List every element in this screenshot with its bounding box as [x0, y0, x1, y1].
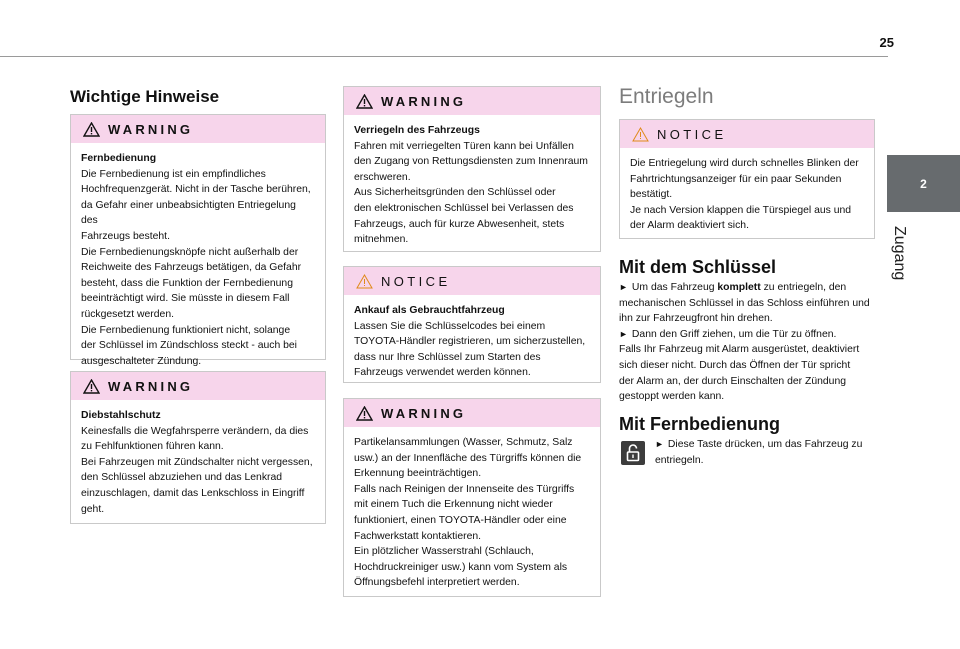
- step-text: Dann den Griff ziehen, um die Tür zu öffnen.: [631, 328, 837, 340]
- warning-label: WARNING: [108, 121, 194, 137]
- body-line: mitnehmen.: [354, 234, 409, 246]
- body-line: Fahrzeugs besteht.: [81, 230, 170, 242]
- warning-header: [71, 372, 325, 400]
- body-line: Fahrzeugs, auch für kurze Abwesenheit, stets: [354, 218, 565, 230]
- warning-box-tuergriff: [343, 398, 601, 597]
- body-line: Reichweite des Fahrzeugs betätigen, da Gefahr: [81, 262, 302, 274]
- body-line: den Schlüssel abzuziehen und das Lenkrad: [81, 472, 283, 484]
- step-emphasis: komplett: [717, 282, 761, 293]
- warning-label: WARNING: [381, 93, 467, 109]
- body-line: ihn zur Fahrzeugfront hin drehen.: [619, 313, 773, 325]
- notice-body: [344, 295, 600, 389]
- notice-title: Ankauf als Gebrauchtfahrzeug: [354, 305, 505, 316]
- warning-title: Fernbedienung: [81, 153, 157, 164]
- body-line: Fahren mit verriegelten Türen kann bei Unfällen: [354, 140, 574, 152]
- notice-icon: [632, 127, 649, 142]
- notice-body: [620, 148, 874, 242]
- header-rule: [0, 56, 888, 57]
- body-line: Hochfrequenzgerät. Nicht in der Tasche berühren,: [81, 184, 311, 196]
- notice-header: [620, 120, 874, 148]
- step-line: [655, 437, 880, 453]
- body-line: beeinträchtigt wird. Sie müsste in diesem Fall: [81, 293, 290, 305]
- warning-title: Verriegeln des Fahrzeugs: [354, 125, 480, 136]
- chapter-tab-number: 2: [920, 176, 927, 191]
- body-line: Lassen Sie die Schlüsselcodes bei einem: [354, 320, 546, 332]
- warning-body: [71, 143, 325, 377]
- body-line: entriegeln.: [655, 454, 704, 466]
- body-line: Fahrzeugs verwendet werden können.: [354, 367, 531, 379]
- body-line: Die Fernbedienung ist ein empfindliches: [81, 168, 266, 180]
- unlock-key-icon: [621, 441, 645, 465]
- warning-icon: [356, 406, 373, 421]
- arrow-right-icon: ►: [619, 282, 628, 292]
- warning-box-verriegeln: [343, 86, 601, 252]
- section-heading-mit-dem-schluessel: Mit dem Schlüssel: [619, 257, 777, 277]
- body-line: Die Fernbedienungsknöpfe nicht außerhalb der: [81, 246, 299, 258]
- body-line: Öffnungsbefehl interpretiert werden.: [354, 577, 520, 589]
- step-text: zu entriegeln, den: [760, 282, 847, 293]
- warning-icon: [83, 379, 100, 394]
- notice-label: NOTICE: [381, 273, 451, 289]
- body-line: Ein plötzlicher Wasserstrahl (Schlauch,: [354, 546, 534, 558]
- body-line: ausgeschalteter Zündung.: [81, 355, 202, 367]
- warning-icon: [83, 122, 100, 137]
- notice-icon: [356, 274, 373, 289]
- body-line: geht.: [81, 503, 105, 515]
- body-line: Erkennung beeinträchtigen.: [354, 468, 482, 480]
- body-line: erschweren.: [354, 171, 411, 183]
- page-number: 25: [879, 35, 894, 50]
- warning-body: [344, 427, 600, 599]
- warning-label: WARNING: [108, 378, 194, 394]
- body-line: TOYOTA-Händler registrieren, um sicherzustellen,: [354, 336, 586, 348]
- body-line: den elektronischen Schlüssel bei Verlassen des: [354, 202, 574, 214]
- section-heading-wichtige-hinweise: Wichtige Hinweise: [70, 87, 220, 106]
- body-line: der Alarm deaktiviert sich.: [630, 220, 749, 232]
- body-line: Keinesfalls die Wegfahrsperre verändern, da dies: [81, 425, 309, 437]
- chapter-tab[interactable]: [887, 155, 960, 212]
- warning-body: [71, 400, 325, 525]
- warning-header: [344, 87, 600, 115]
- body-line: gestoppt werden kann.: [619, 391, 725, 403]
- warning-body: [344, 115, 600, 256]
- body-line: Aus Sicherheitsgründen den Schlüssel oder: [354, 187, 556, 199]
- notice-box-gebrauchtfahrzeug: [343, 266, 601, 383]
- notice-box-entriegelung: [619, 119, 875, 239]
- warning-title: Diebstahlschutz: [81, 410, 161, 421]
- body-line: Falls nach Reinigen der Innenseite des Türgriffs: [354, 483, 575, 495]
- body-line: rückgesetzt werden.: [81, 308, 174, 320]
- warning-box-diebstahlschutz: [70, 371, 326, 524]
- warning-label: WARNING: [381, 405, 467, 421]
- body-line: der Alarm an, der durch Einschalten der Zündung: [619, 375, 846, 387]
- body-line: den Zugang von Rettungsdiensten zum Innenraum: [354, 156, 588, 168]
- body-line: Je nach Version klappen die Türspiegel aus und: [630, 204, 852, 216]
- body-line: Die Entriegelung wird durch schnelles Blinken der: [630, 158, 859, 169]
- body-line: einzuschlagen, damit das Lenkschloss in Eingriff: [81, 487, 305, 499]
- warning-header: [344, 399, 600, 427]
- warning-box-fernbedienung: [70, 114, 326, 367]
- body-line: Die Fernbedienung funktioniert nicht, solange: [81, 324, 291, 336]
- body-line: mit einem Tuch die Erkennung nicht wieder: [354, 499, 553, 511]
- body-line: mechanischen Schlüssel in das Schloss einführen und: [619, 297, 870, 309]
- body-line: Falls Ihr Fahrzeug mit Alarm ausgerüstet, deaktiviert: [619, 344, 860, 356]
- body-line: usw.) an der Innenfläche des Türgriffs können die: [354, 452, 582, 464]
- step-text: Um das Fahrzeug: [631, 282, 718, 293]
- section-heading-entriegeln: Entriegeln: [619, 85, 714, 108]
- chapter-label: Zugang: [891, 226, 908, 281]
- body-line: Partikelansammlungen (Wasser, Schmutz, Salz: [354, 437, 573, 448]
- fernbedienung-instructions: [655, 437, 880, 468]
- body-line: Bei Fahrzeugen mit Zündschalter nicht vergessen,: [81, 456, 313, 468]
- body-line: der Schlüssel im Zündschloss steckt - auch bei: [81, 340, 297, 352]
- body-line: Fahrtrichtungsanzeiger für ein paar Sekunden: [630, 173, 842, 185]
- body-line: dass nur Ihre Schlüssel zum Starten des: [354, 351, 541, 363]
- body-line: sich dieser nicht. Durch das Öffnen der Tür spricht: [619, 359, 851, 371]
- step-line: [619, 280, 881, 296]
- section-heading-mit-fernbedienung: Mit Fernbedienung: [619, 414, 780, 434]
- body-line: Fachwerkstatt kontaktieren.: [354, 530, 482, 542]
- body-line: da Gefahr einer unbeabsichtigten Entriegelung des: [81, 199, 296, 227]
- body-line: zu Fehlfunktionen führen kann.: [81, 441, 224, 453]
- body-line: Hochdruckreiniger usw.) kann vom System als: [354, 561, 568, 573]
- warning-header: [71, 115, 325, 143]
- step-line: [619, 327, 881, 343]
- body-line: bestätigt.: [630, 189, 673, 201]
- step-text: Diese Taste drücken, um das Fahrzeug zu: [667, 439, 863, 450]
- schluessel-instructions: [619, 280, 881, 405]
- warning-icon: [356, 94, 373, 109]
- arrow-right-icon: ►: [655, 439, 664, 449]
- notice-header: [344, 267, 600, 295]
- notice-label: NOTICE: [657, 126, 727, 142]
- body-line: besteht, dass die Funktion der Fernbedienung: [81, 277, 293, 289]
- arrow-right-icon: ►: [619, 328, 628, 339]
- body-line: funktioniert, einen TOYOTA-Händler oder eine: [354, 514, 567, 526]
